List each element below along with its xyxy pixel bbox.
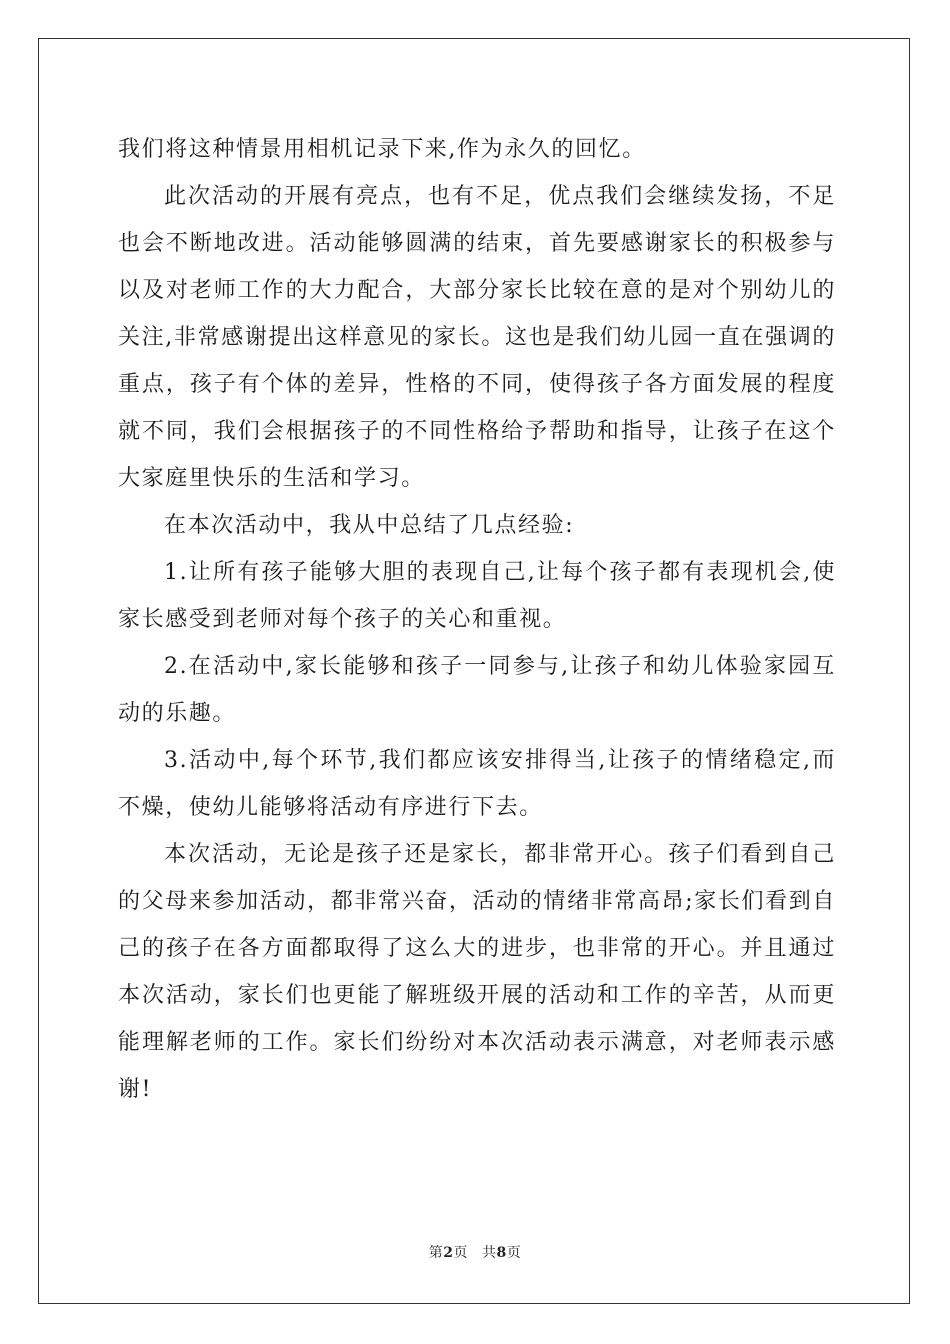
page-suffix: 页 [453,1245,468,1261]
list-item: 1.让所有孩子能够大胆的表现自己,让每个孩子都有表现机会,使家长感受到老师对每个孩子的关心和重视。 [118,560,836,632]
list-item: 3.活动中,每个环节,我们都应该安排得当,让孩子的情绪稳定,而不燥，使幼儿能够将活动有序进行下去。 [118,748,836,820]
list-item: 2.在活动中,家长能够和孩子一同参与,让孩子和幼儿体验家园互动的乐趣。 [118,654,836,726]
current-page: 2 [443,1245,454,1261]
paragraph: 本次活动，无论是孩子还是家长，都非常开心。孩子们看到自己的父母来参加活动，都非常兴奋，活动的情绪非常高昂;家长们看到自己的孩子在各方面都取得了这么大的进步，也非常的开心。并且通过本次活动，家长们也更能了解班级开展的活动和工作的辛苦，从而更能理解老师的工作。家长们纷纷对本次活动表示满意，对老师表示感谢! [118,842,836,1102]
page-footer [0,1242,950,1262]
paragraph: 此次活动的开展有亮点，也有不足，优点我们会继续发扬，不足也会不断地改进。活动能够圆满的结束，首先要感谢家长的积极参与以及对老师工作的大力配合，大部分家长比较在意的是对个别幼儿的关注,非常感谢提出这样意见的家长。这也是我们幼儿园一直在强调的重点，孩子有个体的差异，性格的不同，使得孩子各方面发展的程度就不同，我们会根据孩子的不同性格给予帮助和指导，让孩子在这个大家庭里快乐的生活和学习。 [118,184,836,491]
paragraph: 我们将这种情景用相机记录下来,作为永久的回忆。 [118,137,646,162]
total-page-count: 8 [496,1245,507,1261]
document-body [118,126,836,1113]
total-pages [482,1245,521,1261]
total-suffix: 页 [506,1245,522,1261]
page-prefix: 第 [428,1245,444,1261]
page-number [429,1245,468,1261]
paragraph: 在本次活动中，我从中总结了几点经验: [164,513,575,538]
total-prefix: 共 [482,1245,497,1261]
